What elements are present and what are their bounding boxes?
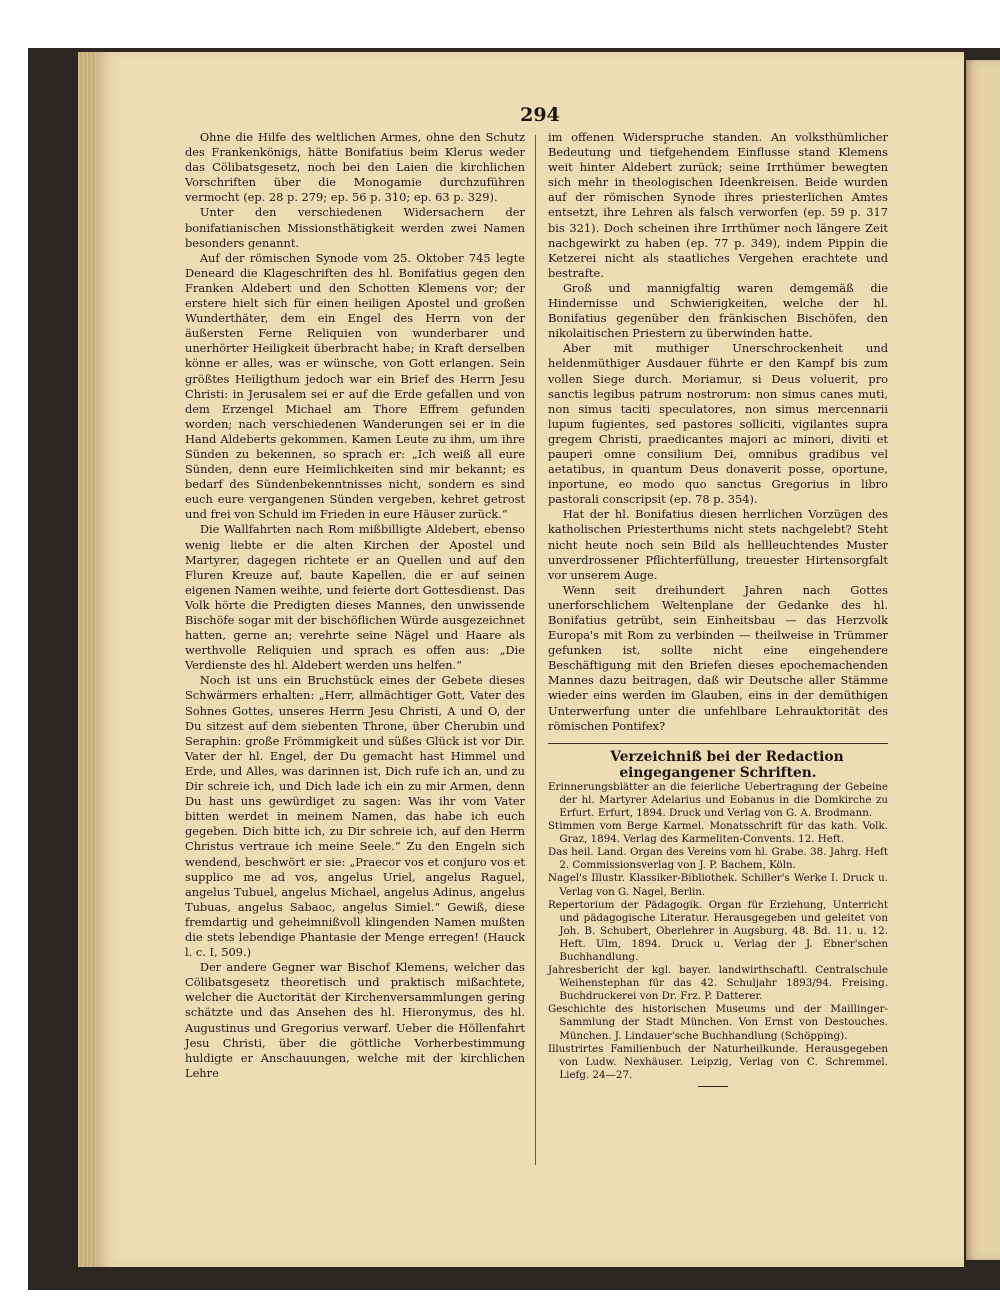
paragraph: Hat der hl. Bonifatius diesen herrlichen Vorzügen des katholischen Priesterthums nicht stets nachgelebt? Steht nicht heute noch sein Bild als hellleuchtendes Muster unverdrossener Pflichterfüllung, treuester Hirtensorgfalt vor unserem Auge.	[548, 507, 888, 582]
list-item: Geschichte des historischen Museums und der Maillinger-Sammlung der Stadt München. Von Ernst von Destouches. München. J. Lindauer'sche Buchhandlung (Schöpping).	[548, 1003, 888, 1042]
column-divider	[535, 135, 536, 1165]
paragraph: Noch ist uns ein Bruchstück eines der Gebete dieses Schwärmers erhalten: „Herr, allmächtiger Gott, Vater des Sohnes Gottes, unseres Herrn Jesu Christi, A und O, der Du sitzest auf dem siebenten Throne, über Cherubin und Seraphin: große Frömmigkeit und süßes Glück ist vor Dir. Vater der hl. Engel, der Du gemacht hast Himmel und Erde, und Alles, was darinnen ist, Dich rufe ich an, und zu Dir schreie ich, und Dich lade ich ein zu mir Armen, denn Du hast uns gewürdiget zu sagen: Was ihr vom Vater bitten werdet in meinem Namen, das habe ich euch gegeben. Dich bitte ich, zu Dir schreie ich, auf den Herrn Christus vertraue ich meine Seele.“ Zu den Engeln sich wendend, beschwört er sie: „Praecor vos et conjuro vos et supplico me ad vos, angelus Uriel, angelus Raguel, angelus Tubuel, angelus Michael, angelus Adinus, angelus Tubuas, angelus Sabaoc, angelus Simiel.“ Gewiß, diese fremdartig und geheimnißvoll klingenden Namen mußten die stets lebendige Phantasie der Menge erregen! (Hauck l. c. I, 509.)	[185, 673, 525, 960]
paragraph: Wenn seit dreihundert Jahren nach Gottes unerforschlichem Weltenplane der Gedanke des hl. Bonifatius getrübt, sein Einheitsbau — das Herzvolk Europa's mit Rom zu verbinden — theilweise in Trümmer gefunken ist, sollte nicht eine eingehendere Beschäftigung mit den Briefen dieses epochemachenden Mannes dazu beitragen, daß wir Deutsche aller Stämme wieder eins werden im Glauben, eins in der demüthigen Unterwerfung unter die unfehlbare Lehrauktorität des römischen Pontifex?	[548, 582, 888, 733]
list-item: Nagel's Illustr. Klassiker-Bibliothek. Schiller's Werke I. Druck u. Verlag von G. Nagel, Berlin.	[548, 872, 888, 898]
facing-page-edge	[966, 60, 1000, 1260]
list-item: Stimmen vom Berge Karmel. Monatsschrift für das kath. Volk. Graz, 1894. Verlag des Karmeliten-Convents. 12. Heft.	[548, 820, 888, 846]
paragraph: Unter den verschiedenen Widersachern der bonifatianischen Missionsthätigkeit werden zwei Namen besonders genannt.	[185, 205, 525, 250]
paragraph: Aber mit muthiger Unerschrockenheit und heldenmüthiger Ausdauer führte er den Kampf bis zum vollen Siege durch. Moriamur, si Deus voluerit, pro sanctis legibus patrum nostrorum: non simus canes muti, non simus taciti speculatores, non simus mercennarii lupum fugientes, sed pastores solliciti, vigilantes supra gregem Christi, praedicantes majori ac minori, diviti et pauperi omne consilium Dei, omnibus gradibus vel aetatibus, in quantum Deus donaverit posse, oportune, inportune, eo modo quo sanctus Gregorius in libro pastorali conscripsit (ep. 78 p. 354).	[548, 341, 888, 507]
paragraph: im offenen Widerspruche standen. An volksthümlicher Bedeutung und tiefgehendem Einflusse stand Klemens weit hinter Aldebert zurück; seine Irrthümer bewegten sich mehr in theologischen Ideenkreisen. Beide wurden auf der römischen Synode ihres priesterlichen Amtes entsetzt, ihre Lehren als falsch verworfen (ep. 59 p. 317 bis 321). Doch scheinen ihre Irrthümer noch längere Zeit nachgewirkt zu haben (ep. 77 p. 349), indem Pippin die Ketzerei nicht als staatliches Vergehen erachtete und bestrafte.	[548, 130, 888, 280]
list-item: Jahresbericht der kgl. bayer. landwirthschaftl. Centralschule Weihenstephan für das 42. Schuljahr 1893/94. Freising. Buchdruckerei von Dr. Frz. P. Datterer.	[548, 964, 888, 1003]
paragraph: Der andere Gegner war Bischof Klemens, welcher das Cölibatsgesetz theoretisch und praktisch mißachtete, welcher die Auctorität der Kirchenversammlungen gering schätzte und das Ansehen des hl. Hieronymus, des hl. Augustinus und Gregorius verwarf. Ueber die Höllenfahrt Jesu Christi, über die göttliche Vorherbestimmung huldigte er Anschauungen, welche mit der kirchlichen Lehre	[185, 960, 525, 1080]
paragraph: Auf der römischen Synode vom 25. Oktober 745 legte Deneard die Klageschriften des hl. Bonifatius gegen den Franken Aldebert und den Schotten Klemens vor; der erstere hielt sich für einen heiligen Apostel und großen Wunderthäter, dem ein Engel des Herrn von der äußersten Ferne Reliquien von wunderbarer und unerhörter Heiligkeit überbracht habe; in Kraft derselben könne er alles, was er wünsche, von Gott erlangen. Sein größtes Heiligthum jedoch war ein Brief des Herrn Jesu Christi: in Jerusalem sei er auf die Erde gefallen und von dem Erzengel Michael am Thore Effrem gefunden worden; nach verschiedenen Wanderungen sei er in die Hand Aldeberts gekommen. Kamen Leute zu ihm, um ihre Sünden zu bekennen, so sprach er: „Ich weiß all eure Sünden, denn eure Heimlichkeiten sind mir bekannt; es bedarf des Sündenbekenntnisses nicht, sondern es sind euch eure vergangenen Sünden vergeben, kehret getrost und frei von Schuld im Frieden in eure Häuser zurück.“	[185, 250, 525, 522]
section-rule	[548, 743, 888, 744]
paragraph: Groß und mannigfaltig waren demgemäß die Hindernisse und Schwierigkeiten, welche der hl. Bonifatius gegenüber den fränkischen Bischöfen, den nikolaitischen Priestern zu überwinden hatte.	[548, 280, 888, 341]
received-publications-list	[548, 781, 888, 1082]
left-column	[185, 130, 525, 1081]
end-rule	[698, 1086, 728, 1087]
paragraph: Ohne die Hilfe des weltlichen Armes, ohne den Schutz des Frankenkönigs, hätte Bonifatius beim Klerus weder das Cölibatsgesetz, noch bei den Laien die kirchlichen Vorschriften über die Monogamie durchzuführen vermocht (ep. 28 p. 279; ep. 56 p. 310; ep. 63 p. 329).	[185, 130, 525, 205]
list-item: Repertorium der Pädagogik. Organ für Erziehung, Unterricht und pädagogische Literatur. Herausgegeben und geleitet von Joh. B. Schubert, Oberlehrer in Augsburg. 48. Bd. 11. u. 12. Heft. Ulm, 1894. Druck u. Verlag der J. Ebner'schen Buchhandlung.	[548, 898, 888, 963]
section-title: Verzeichniß bei der Redaction eingegangener Schriften.	[610, 748, 844, 781]
list-item: Erinnerungsblätter an die feierliche Uebertragung der Gebeine der hl. Martyrer Adelarius und Eobanus in die Domkirche zu Erfurt. Erfurt, 1894. Druck und Verlag von G. A. Brodmann.	[548, 780, 888, 819]
list-item: Illustrirtes Familienbuch der Naturheilkunde. Herausgegeben von Ludw. Nexhäuser. Leipzig, Verlag von C. Schremmel. Liefg. 24—27.	[548, 1042, 888, 1081]
list-item: Das heil. Land. Organ des Vereins vom hl. Grabe. 38. Jahrg. Heft 2. Commissionsverlag von J. P. Bachem, Köln.	[548, 846, 888, 872]
page-number: 294	[520, 104, 560, 126]
paragraph: Die Wallfahrten nach Rom mißbilligte Aldebert, ebenso wenig liebte er die alten Kirchen der Apostel und Martyrer, dagegen richtete er an Quellen und auf den Fluren Kreuze auf, baute Kapellen, die er auf seinen eigenen Namen weihte, und feierte dort Gottesdienst. Das Volk hörte die Predigten dieses Mannes, den unwissende Bischöfe sogar mit der bischöflichen Würde ausgezeichnet hatten, gerne an; verehrte seine Nägel und Haare als werthvolle Reliquien und sprach es offen aus: „Die Verdienste des hl. Aldebert werden uns helfen.“	[185, 522, 525, 673]
right-column	[548, 130, 888, 1087]
